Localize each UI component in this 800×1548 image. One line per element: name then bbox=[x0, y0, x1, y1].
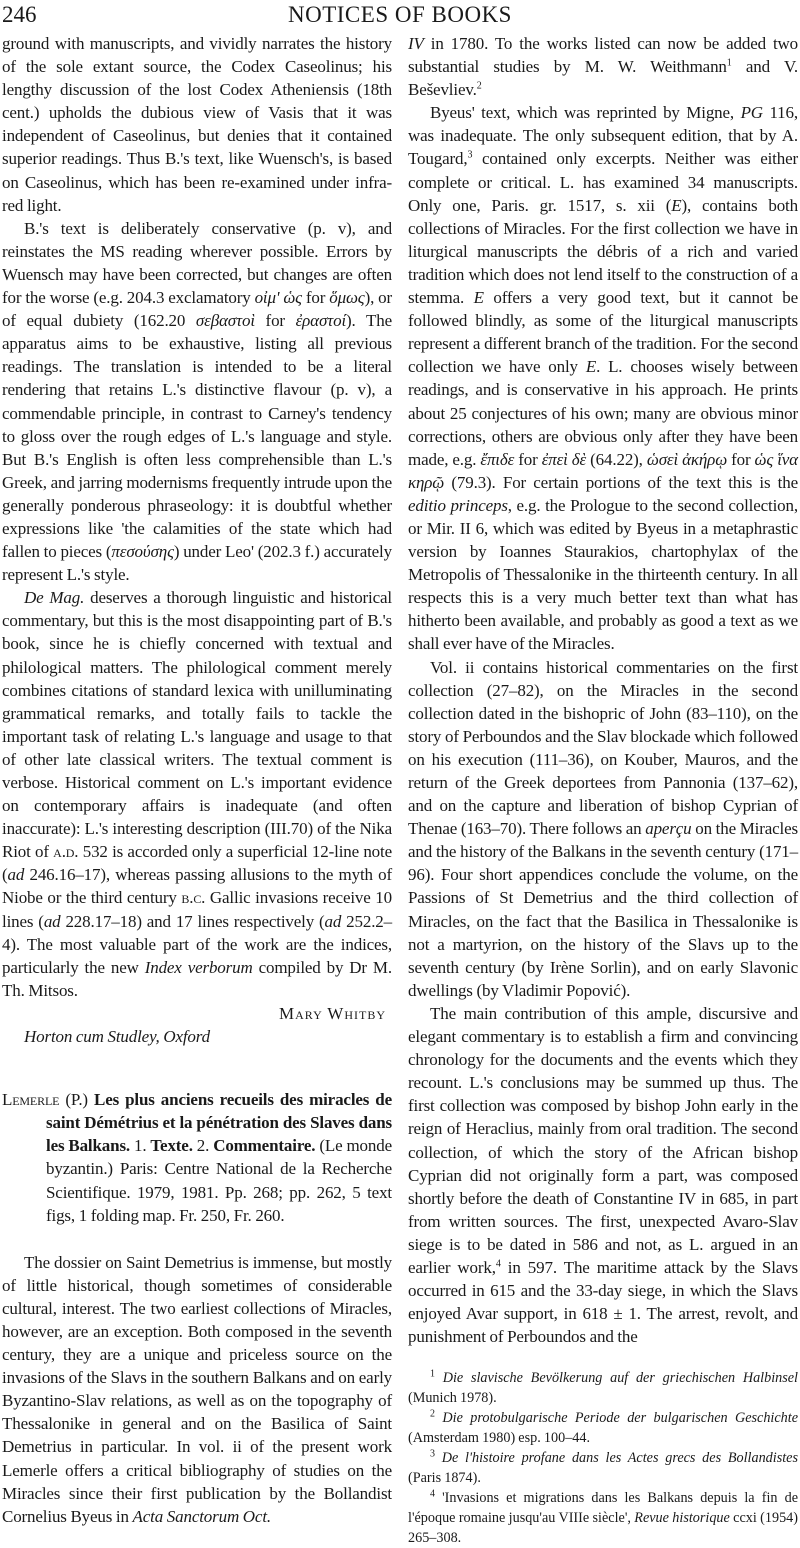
text-run bbox=[435, 1410, 442, 1426]
text-run: 1. bbox=[130, 1136, 151, 1156]
text-run: ), contains both collections of Miracles. For the first collection we have in liturgical manuscripts the débris of a rich and varied tradition which does not lend itself to the construction of a stemma. bbox=[408, 195, 798, 308]
footnote-marker: 2 bbox=[476, 80, 482, 92]
text-run: a.d. bbox=[53, 842, 79, 862]
text-run: Revue historique bbox=[634, 1510, 730, 1527]
text-run: and V. Beševliev. bbox=[408, 57, 798, 100]
text-run: editio princeps bbox=[408, 495, 508, 515]
text-run: E bbox=[585, 357, 597, 377]
text-run: πεσούσης bbox=[111, 542, 174, 562]
right-column bbox=[408, 32, 798, 1548]
paragraph bbox=[2, 217, 392, 587]
text-run: , e.g. the Prologue to the second collection, or Mir. II 6, which was edited by Byeus in a metaphrastic version by Ioannes Staurakios, chartophylax of the Metropolis of Thessalonike in the thirteenth century. In all respects this is a very much better text than what has hitherto been available, and probably as good a text as we shall ever have of the Miracles. bbox=[408, 495, 798, 654]
text-run: Texte. bbox=[150, 1136, 193, 1156]
footnote bbox=[408, 1488, 798, 1548]
running-title: NOTICES OF BOOKS bbox=[288, 2, 512, 27]
text-run: Vol. ii contains historical commentaries on the first collection (27–82), on the Miracles in the second collection dated in the bishopric of John (83–110), on the story of Perboundos and the Slav blockade which followed on his execution (111–36), on Kouber, Mauros, and the return of the Greek deportees from Pannonia (137–62), and on the capture and liberation of bishop Cyprian of Thenae (163–70). There follows an bbox=[408, 657, 798, 839]
text-run: ὅμως bbox=[329, 288, 365, 308]
text-run: 252.2–4). The most valuable part of the work are the indices, particularly the new bbox=[2, 911, 392, 977]
footnote bbox=[408, 1448, 798, 1488]
text-run: 532 is accorded only a superficial 12-line note ( bbox=[2, 842, 392, 885]
text-run: 246.16–17), whereas passing allusions to the myth of Niobe or the third century bbox=[2, 865, 392, 908]
reviewer-location: Horton cum Studley, Oxford bbox=[24, 1027, 210, 1047]
text-run: (Le monde byzantin.) Paris: Centre National de la Recherche Scientifique. 1979, 1981. Pp. 268; pp. 262, 5 text figs, 1 folding map. Fr. 250, Fr. 260. bbox=[46, 1136, 392, 1225]
text-run: ad bbox=[7, 865, 25, 885]
text-run: ὡς ἵνα κηρῷ bbox=[408, 449, 798, 492]
text-run: in 597. The maritime attack by the Slavs occurred in 615 and the 33-day siege, in which the Slavs enjoyed Avar support, in 618 ± 1. The arrest, revolt, and punishment of Perboundos and the bbox=[408, 1257, 798, 1347]
text-run: ) under Leo' (202.3 f.) accurately represent L.'s style. bbox=[2, 542, 392, 585]
paragraph bbox=[408, 656, 798, 1002]
footnote-marker: 3 bbox=[467, 149, 473, 161]
text-run: ἔπιδε bbox=[480, 449, 515, 469]
footnote bbox=[408, 1408, 798, 1448]
text-run: Die protobulgarische Periode der bulgarischen Geschichte bbox=[442, 1410, 799, 1427]
two-column-body bbox=[0, 30, 798, 1548]
text-run: IV bbox=[408, 34, 424, 53]
paragraph bbox=[408, 32, 798, 101]
text-run: for bbox=[514, 449, 542, 469]
paragraph bbox=[408, 101, 798, 655]
text-run: ad bbox=[324, 911, 342, 931]
text-run: PG bbox=[740, 103, 763, 123]
text-run: ). The apparatus aims to be exhaustive, listing all previous readings. The translation is intended to be a literal rendering that retains L.'s distinctive flavour (p. v), a commendable principle, in contrast to Carney's tendency to gloss over the rough edges of L.'s language and style. But B.'s English is often less comprehensible than L.'s Greek, and jarring modernisms frequently intrude upon the generally ponderous phraseology: it is doubtful whether expressions like 'the calamities of the state which had fallen to pieces ( bbox=[2, 311, 393, 562]
text-run: 'Invasions et migrations dans les Balkans depuis la fin de l'époque romaine jusqu'au VIIIe siècle', bbox=[408, 1490, 798, 1527]
text-run: Gallic invasions receive 10 lines ( bbox=[2, 888, 392, 931]
paragraph bbox=[2, 32, 392, 217]
text-run: offers a very good text, but it cannot be followed blindly, as some of the liturgical manuscripts represent a different branch of the tradition. For the second collection we have only bbox=[408, 288, 798, 377]
text-run: B.'s text is deliberately conservative (p. v), and reinstates the MS reading wherever possible. Errors by Wuensch may have been corrected, but changes are often for the worse (e.g. 204.3 exclamatory bbox=[2, 218, 392, 308]
text-run: Byeus' text, which was reprinted by Migne, bbox=[430, 103, 741, 123]
text-run: deserves a thorough linguistic and historical commentary, but this is the most disappointing part of B.'s book, since he is chiefly concerned with textual and philological matters. The philological comment merely combines citations of standard lexica with unilluminating grammatical remarks, and totally fails to tackle the important task of relating L.'s language and usage to that of other late classical writers. The textual comment is verbose. Historical comment on L.'s important evidence on contemporary affairs is inadequate (and often inaccurate): L.'s interesting description (III.70) of the Nika Riot of bbox=[2, 588, 392, 862]
text-run: b.c. bbox=[181, 888, 206, 908]
text-run: aperçu bbox=[645, 819, 692, 839]
text-run: E bbox=[473, 288, 484, 308]
text-run: (64.22), bbox=[586, 449, 647, 469]
footnote-marker: 1 bbox=[726, 57, 732, 69]
text-run: (Amsterdam 1980) esp. 100–44. bbox=[408, 1430, 591, 1447]
text-run: . L. chooses wisely between readings, and is conservative in his approach. He prints about 25 conjectures of his own; many are obvious minor corrections, others are obvious only after they have been made, e.g. bbox=[408, 357, 798, 469]
text-run: 2. bbox=[192, 1136, 214, 1156]
page-number: 246 bbox=[2, 2, 37, 27]
text-run bbox=[435, 1450, 442, 1466]
text-run: on the Miracles and the history of the Balkans in the seventh century (171–96). Four short appendices conclude the volume, on the Passions of St Demetrius and the third collection of Miracles, on the fact that the Basilica in Thessalonike is not a martyrion, on the history of the Slavs up to the seventh century (by Irène Sorlin), and on early Slavonic dwellings (by Vladimir Popović). bbox=[408, 819, 798, 1000]
book-citation-heading bbox=[2, 1088, 392, 1227]
text-run: for bbox=[301, 288, 330, 308]
footnote-marker: 4 bbox=[430, 1488, 435, 1500]
footnote bbox=[408, 1368, 798, 1408]
text-run: ), or of equal dubiety (162.20 bbox=[2, 288, 392, 331]
left-column bbox=[2, 32, 392, 1548]
text-run: ἐπεὶ δὲ bbox=[541, 449, 587, 469]
paragraph bbox=[2, 1251, 392, 1528]
footnote-marker: 4 bbox=[495, 1258, 501, 1270]
text-run: ccxi (1954) 265–308. bbox=[408, 1510, 798, 1547]
text-run: Commentaire. bbox=[213, 1136, 316, 1156]
text-run: in 1780. To the works listed can now be added two substantial studies by M. W. Weithmann bbox=[408, 34, 798, 77]
text-run: (79.3). For certain portions of the text this is the bbox=[444, 472, 798, 492]
text-run: (Paris 1874). bbox=[408, 1470, 481, 1487]
footnote-marker: 1 bbox=[430, 1368, 435, 1380]
text-run: The main contribution of this ample, discursive and elegant commentary is to establish a firm and convincing chronology for the documents and the events which they recount. L.'s conclusions may be summed up thus. The first collection was composed by bishop John early in the reign of Heraclius, mainly from oral tradition. The second collection, of which the story of the African bishop Cyprian did not originally form a part, was composed shortly before the death of Constantine IV in 685, in part from written sources. The first, unexpected Avaro-Slav siege is to be dated in 586 and not, as L. argued in an earlier work, bbox=[408, 1003, 798, 1277]
paragraph bbox=[408, 1002, 798, 1348]
page-header bbox=[0, 0, 800, 30]
paragraph bbox=[2, 586, 392, 1002]
text-run bbox=[435, 1370, 443, 1386]
text-run: compiled by Dr M. Th. Mitsos. bbox=[2, 957, 392, 1000]
reviewer-signature: Mary Whitby bbox=[278, 1003, 386, 1023]
text-run: 116, was inadequate. The only subsequent edition, that by A. Tougard, bbox=[408, 103, 798, 169]
text-run: E bbox=[671, 195, 682, 215]
text-run: (P.) bbox=[59, 1090, 94, 1110]
text-run: ground with manuscripts, and vividly narrates the history of the sole extant source, the Codex Caseolinus; his lengthy discussion of the lost Codex Atheniensis (18th cent.) upholds the dubious view of Vasis that it was independent of Caseolinus, but denies that it contained superior readings. Thus B.'s text, like Wuensch's, is based on Caseolinus, which has been re-examined under infra-red light. bbox=[2, 34, 392, 215]
text-run: De l'histoire profane dans les Actes grecs des Bollandistes bbox=[441, 1450, 798, 1467]
text-run: Acta Sanctorum Oct. bbox=[132, 1506, 271, 1526]
text-run: Les plus anciens recueils des miracles de saint Démétrius et la pénétration des Slaves dans les Balkans. bbox=[46, 1090, 393, 1156]
text-run: οἰμ' ὡς bbox=[254, 288, 302, 308]
text-run: ad bbox=[43, 911, 61, 931]
text-run: for bbox=[254, 311, 296, 331]
text-run: (Munich 1978). bbox=[408, 1390, 497, 1407]
text-run: 228.17–18) and 17 lines respectively ( bbox=[60, 911, 325, 931]
text-run: De Mag. bbox=[24, 588, 85, 608]
text-run: Index verborum bbox=[144, 957, 253, 977]
text-run: contained only excerpts. Neither was either complete or critical. L. has examined 34 manuscripts. Only one, Paris. gr. 1517, s. xii ( bbox=[408, 149, 798, 215]
footnote-marker: 2 bbox=[430, 1408, 435, 1420]
text-run: The dossier on Saint Demetrius is immense, but mostly of little historical, though sometimes of considerable cultural, interest. The two earliest collections of Miracles, however, are an exception. Both composed in the seventh century, they are a unique and priceless source on the invasions of the Slavs in the southern Balkans and on early Byzantino-Slav relations, as well as on the topography of Thessalonike in general and on the Basilica of Saint Demetrius in particular. In vol. ii of the present work Lemerle offers a critical bibliography of studies on the Miracles since their first publication by the Bollandist Cornelius Byeus in bbox=[2, 1252, 392, 1526]
text-run: for bbox=[727, 449, 755, 469]
text-run: σεβαστοὶ bbox=[195, 311, 255, 331]
text-run: Lemerle bbox=[2, 1090, 60, 1110]
footnotes bbox=[408, 1368, 798, 1548]
text-run: ἐραστοί bbox=[295, 311, 347, 331]
footnote-marker: 3 bbox=[430, 1448, 435, 1460]
text-run: ὡσεὶ ἀκήρῳ bbox=[646, 449, 728, 469]
text-run: Die slavische Bevölkerung auf der griechischen Halbinsel bbox=[442, 1370, 798, 1387]
